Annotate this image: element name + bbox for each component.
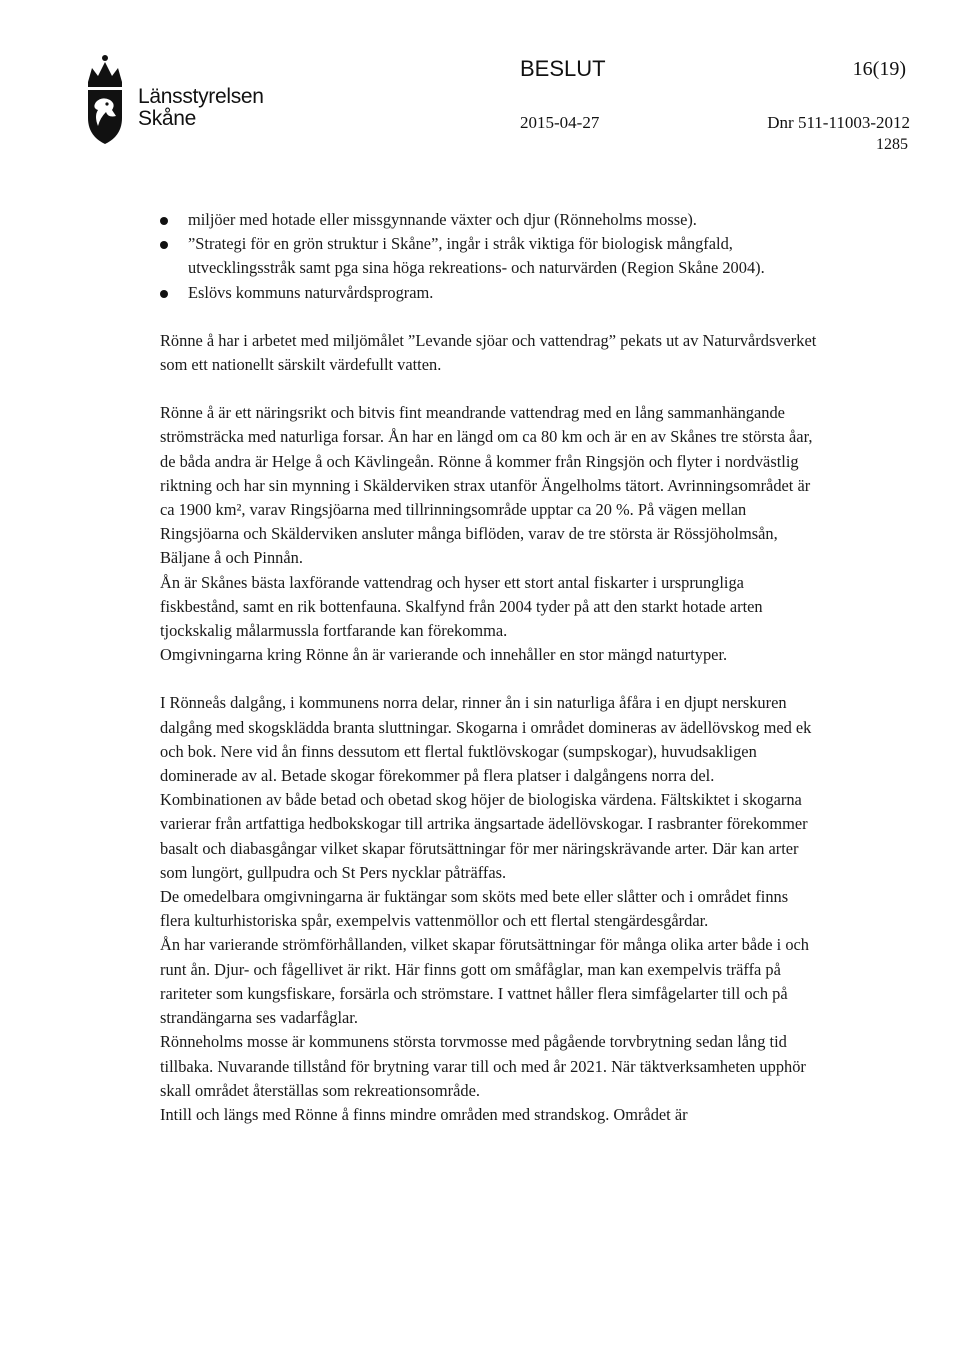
document-type: BESLUT [520,56,606,81]
letterhead [0,0,960,160]
paragraph-ronneholms-mosse: Rönneholms mosse är kommunens största torvmosse med pågående torvbrytning sedan lång tid tillbaka. Nuvarande tillstånd för brytning varar till och med år 2021. När täktverksamheten upphör skall området återställas som rekreationsområde. [160,1032,806,1100]
organization-name [138,86,264,130]
document-body [160,208,820,1127]
list-item-text: ”Strategi för en grön struktur i Skåne”, ingår i stråk viktiga för biologisk mångfald, utvecklingsstråk samt pga sina höga rekreations- och naturvärden (Region Skåne 2004). [188,234,765,278]
paragraph-shore-forest: Intill och längs med Rönne å finns mindre områden med strandskog. Området är [160,1104,688,1124]
paragraph-fish: Ån är Skånes bästa laxförande vattendrag och hyser ett stort antal fiskarter i ursprungliga fiskbestånd, samt en rik bottenfauna. Skalfynd från 2004 tyder på att den starkt hotade arten tjockskalig målarmussla fortfarande kan förekomma. [160,572,763,641]
paragraph-ronne-a-description: Rönne å är ett näringsrikt och bitvis fint meandrande vattendrag med en lång sammanhängande strömsträcka med naturliga forsar. Ån har en längd om ca 80 km och är en av Skånes tre största åar, de båda andra är Helge å och Kävlingeån. Rönne å kommer från Ringsjön och flyter i nordvästlig riktning och har sin mynning i Skälderviken strax utanför Ängelholms tätort. Avrinningsområdet är ca 1900 km², varav Ringsjöarna med tillrinningsområde upptar ca 20 %. På vägen mellan Ringsjöarna och Skälderviken ansluter många biflöden, varav de tre största är Rössjöholmsån, Bäljane å och Pinnån. [160,403,813,568]
org-name-line2: Skåne [138,107,197,130]
list-item [160,208,820,232]
page-number: 16(19) [852,58,906,80]
paragraph-miljomal: Rönne å har i arbetet med miljömålet ”Levande sjöar och vattendrag” pekats ut av Naturvårdsverket som ett nationellt särskilt värdefullt vatten. [160,330,817,375]
list-item-text: Eslövs kommuns naturvårdsprogram. [188,282,434,302]
paragraph-surroundings: Omgivningarna kring Rönne ån är varierande och innehåller en stor mängd naturtyper. [160,645,728,665]
org-name-line1: Länsstyrelsen [138,85,264,108]
bullet-list [160,208,820,305]
reference-number: 1285 [876,136,908,153]
bullet-icon [160,217,168,225]
diary-number: Dnr 511-11003-2012 [767,113,910,132]
paragraph-valley: I Rönneås dalgång, i kommunens norra delar, rinner ån i sin naturliga åfåra i en djupt nerskuren dalgång med skogsklädda branta sluttningar. Skogarna i området domineras av ädellövskog med ek och bok. Nere vid ån finns dessutom ett flertal fuktlövskogar (sumpskogar), huvudsakligen dominerade av al. Betade skogar förekommer på flera platser i dalgångens norra del. Kombinationen av både betad och obetad skog höjer de biologiska värdena. Fältskiktet i skogarna varierar från artfattiga hedbokskogar till artrika ängsartade ädellövskogar. I rasbranter förekommer basalt och diabasgångar vilket skapar förutsättningar för mer näringskrävande arter. Där kan arter som lungört, gullpudra och St Pers nycklar påträffas. [160,693,812,882]
bullet-icon [160,241,168,249]
paragraph-birdlife: Ån har varierande strömförhållanden, vilket skapar förutsättningar för många olika arter både i och runt ån. Djur- och fågellivet är rikt. Här finns gott om småfåglar, man kan exempelvis träffa på rariteter som kungsfiskare, forsärla och strömstare. I vattnet håller flera simfågelarter till och på strandängarna ses vadarfåglar. [160,935,809,1028]
list-item-text: miljöer med hotade eller missgynnande växter och djur (Rönneholms mosse). [188,210,697,229]
bullet-icon [160,290,168,298]
paragraph-meadows: De omedelbara omgivningarna är fuktängar som sköts med bete eller slåtter och i området finns flera kulturhistoriska spår, exempelvis vattenmöllor och ett flertal stengärdesgårdar. [160,887,789,931]
decision-date: 2015-04-27 [520,113,600,132]
list-item [160,281,820,305]
list-item [160,232,820,280]
coat-of-arms-logo [80,46,130,146]
